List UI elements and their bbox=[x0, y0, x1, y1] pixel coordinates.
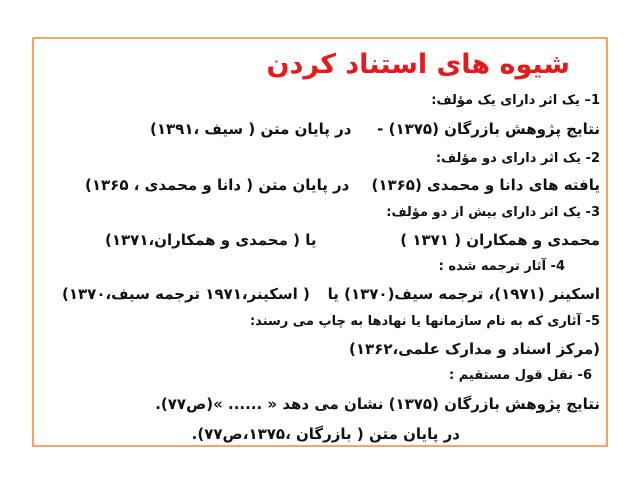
section-6-example-second: در پایان متن ( بازرگان ،۱۳۷۵،ص۷۷). bbox=[191, 425, 460, 443]
section-1-example-left: در پایان متن ( سیف ،۱۳۹۱) bbox=[150, 120, 352, 138]
section-6-example-right: نتایج پژوهش بازرگان (۱۳۷۵) نشان می دهد « ...... »(ص۷۷). bbox=[155, 395, 600, 413]
section-4-example-right: اسکینر (۱۹۷۱)، ترجمه سیف(۱۳۷۰) یا bbox=[327, 285, 600, 303]
section-3-example-right: محمدی و همکاران ( ۱۳۷۱ ) bbox=[400, 231, 600, 249]
section-3-heading: 3- یک اثر دارای بیش از دو مؤلف: bbox=[386, 205, 600, 220]
slide-title: شیوه های استناد کردن bbox=[266, 49, 570, 80]
section-2-example-left: در پایان متن ( دانا و محمدی ، ۱۳۶۵) bbox=[85, 176, 350, 194]
section-1-heading: 1– یک اثر دارای یک مؤلف: bbox=[431, 93, 600, 108]
section-2-heading: 2- یک اثر دارای دو مؤلف: bbox=[435, 151, 600, 166]
section-3-example-left: یا ( محمدی و همکاران،۱۳۷۱) bbox=[105, 231, 317, 249]
section-4-heading: 4- آثار ترجمه شده : bbox=[438, 259, 565, 274]
section-4-example-left: ( اسکینر،۱۹۷۱ ترجمه سیف،۱۳۷۰) bbox=[62, 285, 310, 303]
section-6-heading: 6- نقل قول مستقیم : bbox=[449, 368, 592, 383]
section-5-example-right: (مرکز اسناد و مدارک علمی،۱۳۶۲) bbox=[349, 340, 600, 358]
section-2-example-right: یافته های دانا و محمدی (۱۳۶۵) bbox=[371, 176, 600, 194]
section-5-heading: 5- آثاری که به نام سازمانها یا نهادها به چاپ می رسند: bbox=[249, 314, 600, 329]
section-1-example-right: نتایج پژوهش بازرگان (۱۳۷۵) - bbox=[377, 120, 600, 138]
